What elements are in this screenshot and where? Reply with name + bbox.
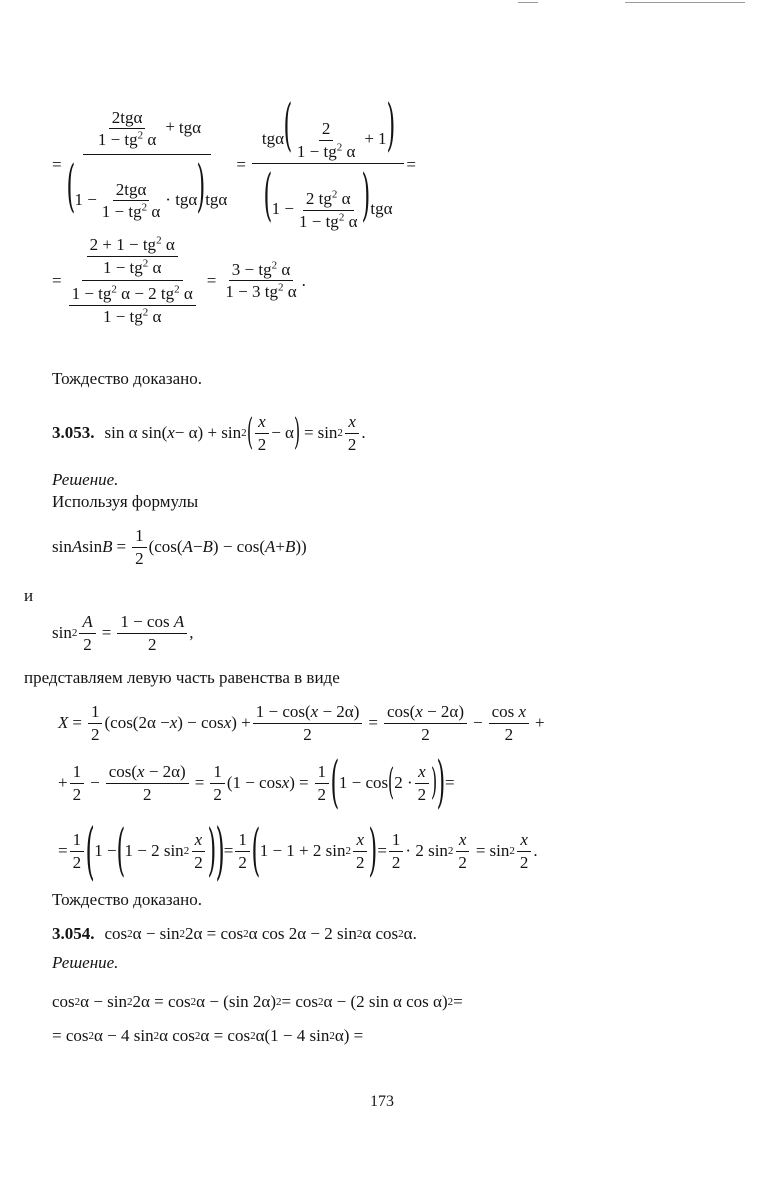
- represent-text: представляем левую часть равенства в виде: [24, 668, 340, 687]
- formula-3-054-line-2: = cos 2 α − 4 sin 2 α cos 2 α = cos 2 α(1 − 4 sin 2 α) =: [52, 1026, 364, 1045]
- page-number: 173: [370, 1093, 394, 1110]
- problem-number: 3.053.: [52, 423, 95, 443]
- conjunction-text: и: [24, 586, 34, 605]
- problem-number: 3.054.: [52, 924, 95, 943]
- scan-mark: [518, 2, 538, 3]
- formula-product-to-sum: sin A sin B = $\frac{1}{2}$ (cos( A − B ) − cos( A + B )): [52, 526, 307, 568]
- identity-proved-text: Тождество доказано.: [52, 369, 202, 388]
- using-formulas-text: Используя формулы: [52, 492, 199, 511]
- formula-half-angle: sin 2 $\frac{A}{2}$ = $\frac{\text{1 − cos A}}{2}$ ,: [52, 612, 194, 654]
- problem-3-054-statement: 3.054. cos 2 α − sin 2 2α = cos 2 α cos 2α − 2 sin 2 α cos 2 α.: [52, 924, 417, 943]
- scan-mark: [625, 2, 745, 3]
- solution-label: Решение.: [52, 953, 119, 972]
- formula-x-line-2: + $\frac{1}{2}$ − $\frac{\cos(x - 2\alpha)}{2}$ = $\frac{1}{2}$ (1 − cos x ) = $\frac{1}{2}$ ( 1 − cos ( 2 · $\frac{x}{2}$ ) ) =: [58, 750, 455, 815]
- solution-label: Решение.: [52, 470, 119, 489]
- formula-x-line-1: X = $\frac{1}{2}$ (cos(2α − x ) − cos x ) + $\frac{1 - \cos(x - 2\alpha)}{2}$ = $\frac{\cos(x - 2\alpha)}{2}$ − $\frac{\text{cos x}}{2}$ +: [58, 702, 545, 744]
- identity-proved-text: Тождество доказано.: [52, 890, 202, 909]
- formula-x-line-3: = $\frac{1}{2}$ ( 1 − ( 1 − 2 sin 2 $\frac{x}{2}$ ) ) = $\frac{1}{2}$ ( 1 − 1 + 2 sin 2 $\frac{x}{2}$ ) = $\frac{1}{2}$ · 2 sin 2 $\frac{x}{2}$ = sin 2 $\frac{x}{2}$ .: [58, 814, 538, 887]
- formula-3-054-line-1: cos 2 α − sin 2 2α = cos 2 α − (sin 2α) 2 = cos 2 α − (2 sin α cos α) 2 =: [52, 992, 463, 1011]
- formula-tg-fraction-chain: = $\frac{\text{2tgα}}{1 - tg^2 \alpha}$ + tgα (1 − $\frac{\text{2tgα}}{1 - tg^2 \alpha}$ · tgα)tgα = tgα( $\frac{2}{1 - tg^2 \alpha}$ + 1) (1 − $\frac{2 tg^2 \alpha}{1 - tg^2 \alpha}$ )tgα =: [52, 93, 416, 231]
- problem-3-053-statement: 3.053. sin α sin( x − α) + sin 2 ( $\frac{x}{2}$ − α ) = sin 2 $\frac{x}{2}$ .: [52, 412, 366, 454]
- formula-tg-simplification: = $\frac{\frac{2 + 1 - tg^2 \alpha}{1 - tg^2 \alpha}}{\frac{1 - tg^2 \alpha - 2 tg^2 \alpha}{1 - tg^2 \alpha}}$ = $\frac{3 - tg^2 \alpha}{1 - 3 tg^2 \alpha}$ .: [52, 234, 306, 326]
